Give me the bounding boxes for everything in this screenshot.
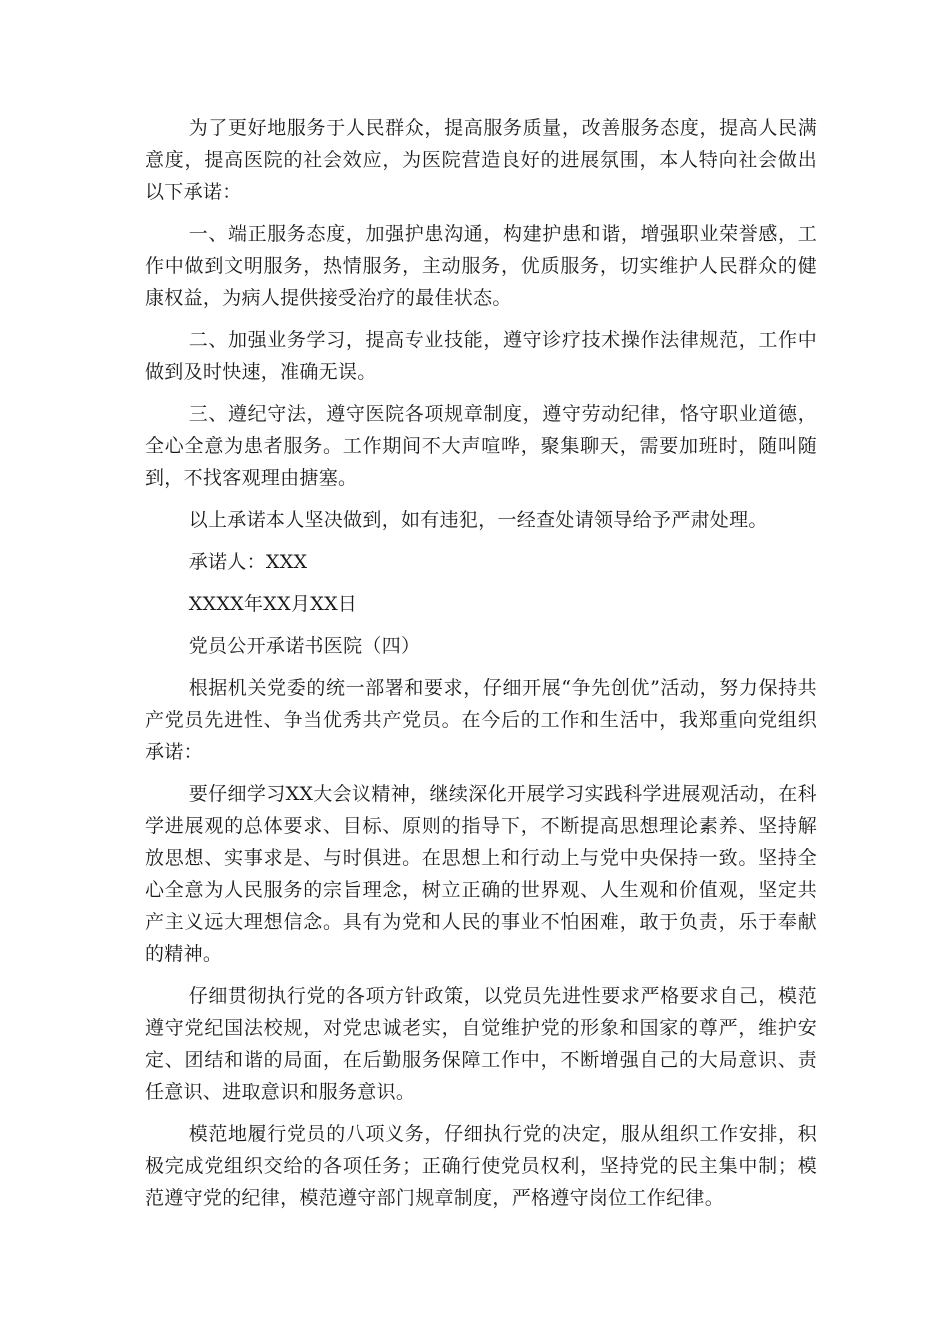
paragraph-party-policy: 仔细贯彻执行党的各项方针政策，以党员先进性要求严格要求自己，模范遵守党纪国法校规，对党忠诚老实，自觉维护党的形象和国家的尊严，维护安定、团结和谐的局面，在后勤服务保障工作中，不断增强自己的大局意识、责任意识、进取意识和服务意识。 xyxy=(145,985,817,1103)
paragraph-pledge-3: 三、遵纪守法，遵守医院各项规章制度，遵守劳动纪律，恪守职业道德，全心全意为患者服务。工作期间不大声喧哗，聚集聊天，需要加班时，随叫随到，不找客观理由搪塞。 xyxy=(145,403,817,489)
paragraph-party-study: 要仔细学习XX大会议精神，继续深化开展学习实践科学进展观活动，在科学进展观的总体要求、目标、原则的指导下，不断提高思想理论素养、坚持解放思想、实事求是、与时俱进。在思想上和行动上与党中央保持一致。坚持全心全意为人民服务的宗旨理念，树立正确的世界观、人生观和价值观，坚定共产主义远大理想信念。具有为党和人民的事业不怕困难，敢于负责，乐于奉献的精神。 xyxy=(145,783,817,965)
signatory-line: 承诺人：XXX xyxy=(188,551,308,573)
date-line: XXXX年XX月XX日 xyxy=(188,593,358,615)
paragraph-party-duties: 模范地履行党员的八项义务，仔细执行党的决定，服从组织工作安排，积极完成党组织交给的各项任务；正确行使党员权利，坚持党的民主集中制；模范遵守党的纪律，模范遵守部门规章制度，严格遵守岗位工作纪律。 xyxy=(145,1123,817,1209)
document-body xyxy=(145,112,817,1224)
section-title: 党员公开承诺书医院（四） xyxy=(188,635,421,657)
paragraph-pledge-1: 一、端正服务态度，加强护患沟通，构建护患和谐，增强职业荣誉感，工作中做到文明服务，热情服务，主动服务，优质服务，切实维护人民群众的健康权益，为病人提供接受治疗的最佳状态。 xyxy=(145,223,817,309)
paragraph-pledge-2: 二、加强业务学习，提高专业技能，遵守诊疗技术操作法律规范，工作中做到及时快速，准确无误。 xyxy=(145,329,817,383)
paragraph-closing: 以上承诺本人坚决做到，如有违犯，一经查处请领导给予严肃处理。 xyxy=(188,509,768,531)
paragraph-intro: 为了更好地服务于人民群众，提高服务质量，改善服务态度，提高人民满意度，提高医院的社会效应，为医院营造良好的进展氛围，本人特向社会做出以下承诺： xyxy=(145,117,817,203)
paragraph-party-intro: 根据机关党委的统一部署和要求，仔细开展“争先创优”活动，努力保持共产党员先进性、争当优秀共产党员。在今后的工作和生活中，我郑重向党组织承诺： xyxy=(145,677,817,763)
